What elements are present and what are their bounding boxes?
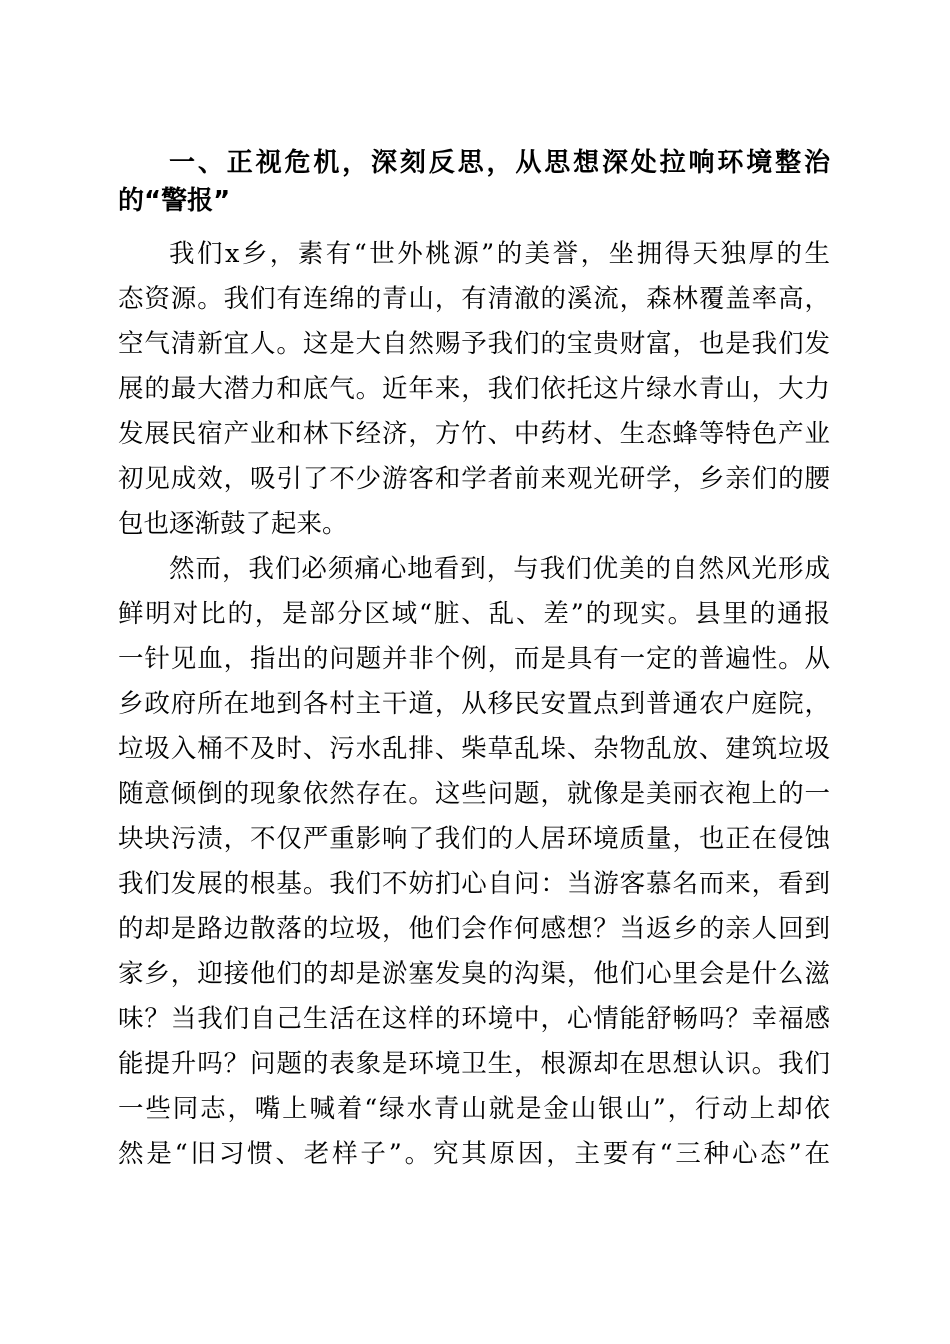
paragraph-line: 空气清新宜人。这是大自然赐予我们的宝贵财富，也是我们发	[118, 329, 830, 359]
paragraph-line: 态资源。我们有连绵的青山，有清澈的溪流，森林覆盖率高，	[118, 284, 830, 314]
paragraph-line: 一针见血，指出的问题并非个例，而是具有一定的普遍性。从	[118, 644, 830, 674]
paragraph-line: 能提升吗？问题的表象是环境卫生，根源却在思想认识。我们	[118, 1049, 830, 1079]
paragraph-line: 然是“旧习惯、老样子”。究其原因，主要有“三种心态”在	[118, 1139, 830, 1169]
paragraph-line: 我们x乡，素有“世外桃源”的美誉，坐拥得天独厚的生	[169, 239, 830, 269]
paragraph-line: 我们发展的根基。我们不妨扪心自问：当游客慕名而来，看到	[118, 869, 830, 899]
paragraph-line: 发展民宿产业和林下经济，方竹、中药材、生态蜂等特色产业	[118, 419, 830, 449]
paragraph-line: 随意倾倒的现象依然存在。这些问题，就像是美丽衣袍上的一	[118, 779, 830, 809]
paragraph-line: 一些同志，嘴上喊着“绿水青山就是金山银山”，行动上却依	[118, 1094, 830, 1124]
paragraph-1	[118, 232, 830, 547]
heading-line: 的“警报”	[118, 186, 231, 216]
heading-line: 一、正视危机，深刻反思，从思想深处拉响环境整治	[169, 148, 830, 178]
paragraph-line: 初见成效，吸引了不少游客和学者前来观光研学，乡亲们的腰	[118, 464, 830, 494]
section-heading	[118, 144, 830, 220]
paragraph-2	[118, 547, 830, 1177]
paragraph-line: 鲜明对比的，是部分区域“脏、乱、差”的现实。县里的通报	[118, 599, 830, 629]
paragraph-line: 的却是路边散落的垃圾，他们会作何感想？当返乡的亲人回到	[118, 914, 830, 944]
paragraph-line: 展的最大潜力和底气。近年来，我们依托这片绿水青山，大力	[118, 374, 830, 404]
paragraph-line: 家乡，迎接他们的却是淤塞发臭的沟渠，他们心里会是什么滋	[118, 959, 830, 989]
paragraph-line: 包也逐渐鼓了起来。	[118, 509, 348, 539]
paragraph-line: 乡政府所在地到各村主干道，从移民安置点到普通农户庭院，	[118, 689, 830, 719]
paragraph-line: 块块污渍，不仅严重影响了我们的人居环境质量，也正在侵蚀	[118, 824, 830, 854]
paragraph-line: 垃圾入桶不及时、污水乱排、柴草乱垛、杂物乱放、建筑垃圾	[118, 734, 830, 764]
body-text	[118, 232, 830, 1177]
paragraph-line: 然而，我们必须痛心地看到，与我们优美的自然风光形成	[169, 554, 830, 584]
paragraph-line: 味？当我们自己生活在这样的环境中，心情能舒畅吗？幸福感	[118, 1004, 830, 1034]
